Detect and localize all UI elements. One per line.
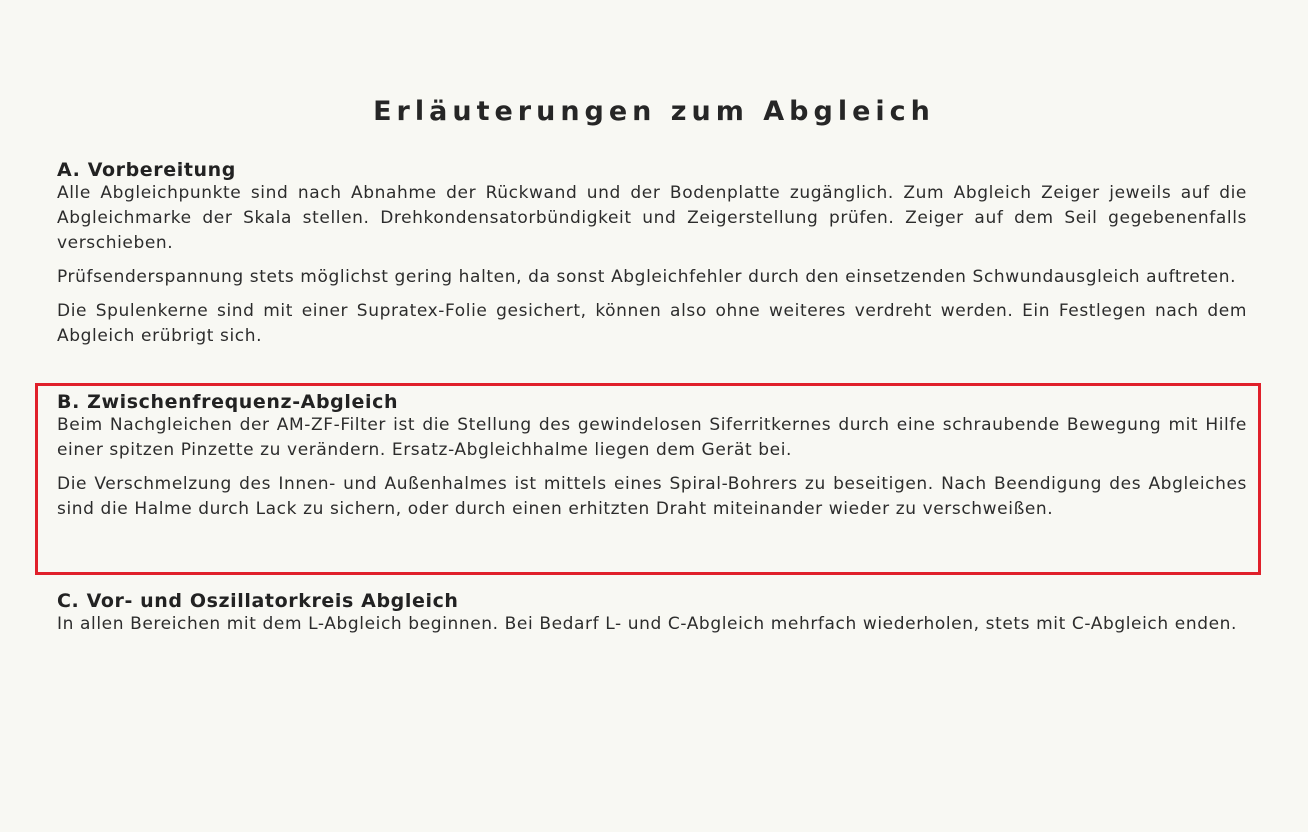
paragraph: Prüfsenderspannung stets möglichst gering halten, da sonst Abgleichfehler durch den einsetzenden Schwundausgleich auftreten. [57, 267, 1237, 287]
section-heading: C. Vor- und Oszillatorkreis Abgleich [57, 590, 459, 612]
section-oszillatorkreis-abgleich [57, 589, 1247, 637]
section-heading: B. Zwischenfrequenz-Abgleich [57, 391, 399, 413]
paragraph: Die Verschmelzung des Innen- und Außenhalmes ist mittels eines Spiral-Bohrers zu beseitigen. Nach Beendigung des Abgleiches sind die Halme durch Lack zu sichern, oder durch einen erhitzten Draht miteinander wieder zu verschweißen. [57, 474, 1247, 519]
page-title: Erläuterungen zum Abgleich [373, 96, 935, 127]
paragraph: Beim Nachgleichen der AM-ZF-Filter ist die Stellung des gewindelosen Siferritkernes durch eine schraubende Bewegung mit Hilfe einer spitzen Pinzette zu verändern. Ersatz-Abgleichhalme liegen dem Gerät bei. [57, 415, 1247, 460]
paragraph: Die Spulenkerne sind mit einer Supratex-Folie gesichert, können also ohne weiteres verdreht werden. Ein Festlegen nach dem Abgleich erübrigt sich. [57, 301, 1247, 346]
paragraph: In allen Bereichen mit dem L-Abgleich beginnen. Bei Bedarf L- und C-Abgleich mehrfach wiederholen, stets mit C-Abgleich enden. [57, 614, 1238, 634]
section-vorbereitung [57, 158, 1247, 349]
paragraph: Alle Abgleichpunkte sind nach Abnahme der Rückwand und der Bodenplatte zugänglich. Zum Abgleich Zeiger jeweils auf die Abgleichmarke der Skala stellen. Drehkondensatorbündigkeit und Zeigerstellung prüfen. Zeiger auf dem Seil gegebenenfalls verschieben. [57, 183, 1247, 253]
section-heading: A. Vorbereitung [57, 159, 236, 181]
section-zwischenfrequenz-abgleich [57, 390, 1247, 522]
